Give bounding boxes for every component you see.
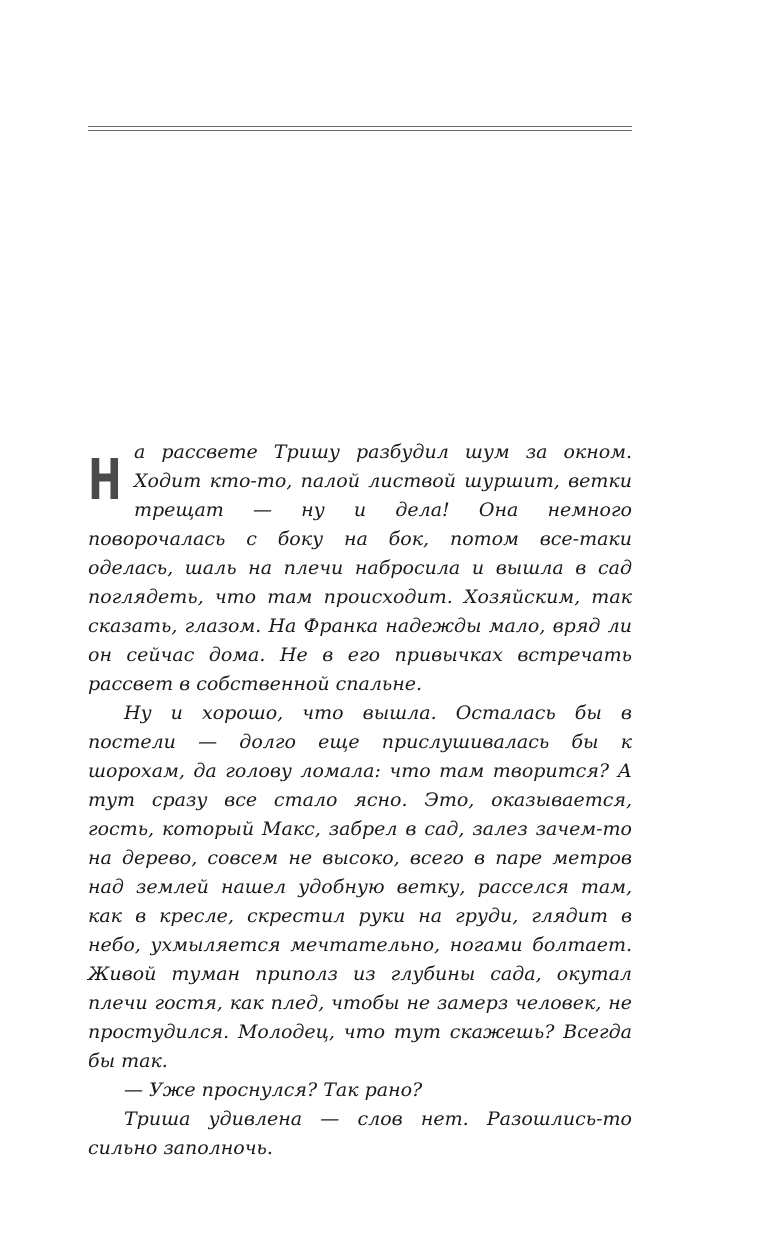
paragraph-1 xyxy=(88,438,632,699)
paragraph-3-dialogue: — Уже проснулся? Так рано? xyxy=(124,1079,423,1101)
paragraph-2: Ну и хорошо, что вышла. Осталась бы в постели — долго еще прислушивалась бы к шорохам, да голову ломала: что там творится? А тут сразу все стало ясно. Это, оказывается, гость, который Макс, забрел в сад, залез зачем-то на дерево, совсем не высоко, всего в паре метров над землей нашел удобную ветку, расселся там, как в кресле, скрестил руки на груди, глядит в небо, ухмыляется мечтательно, ногами болтает. Живой туман приполз из глубины сада, окутал плечи гостя, как плед, чтобы не замерз человек, не простудился. Молодец, что тут скажешь? Всегда бы так. xyxy=(88,702,632,1072)
header-rule-bottom xyxy=(88,130,632,131)
paragraph-4: Триша удивлена — слов нет. Разошлись-то сильно заполночь. xyxy=(88,1108,632,1159)
paragraph-1-text: а рассвете Тришу разбудил шум за окном. Ходит кто-то, палой листвой шуршит, ветки трещат — ну и дела! Она немного поворочалась с боку на бок, потом все-таки оделась, шаль на плечи набросила и вышла в сад поглядеть, что там происходит. Хозяйским, так сказать, глазом. На Франка надежды мало, вряд ли он сейчас дома. Не в его привычках встречать рассвет в собственной спальне. xyxy=(88,441,632,695)
header-rule-top xyxy=(88,126,632,127)
body-text xyxy=(88,438,632,1163)
drop-cap: Н xyxy=(88,448,122,513)
